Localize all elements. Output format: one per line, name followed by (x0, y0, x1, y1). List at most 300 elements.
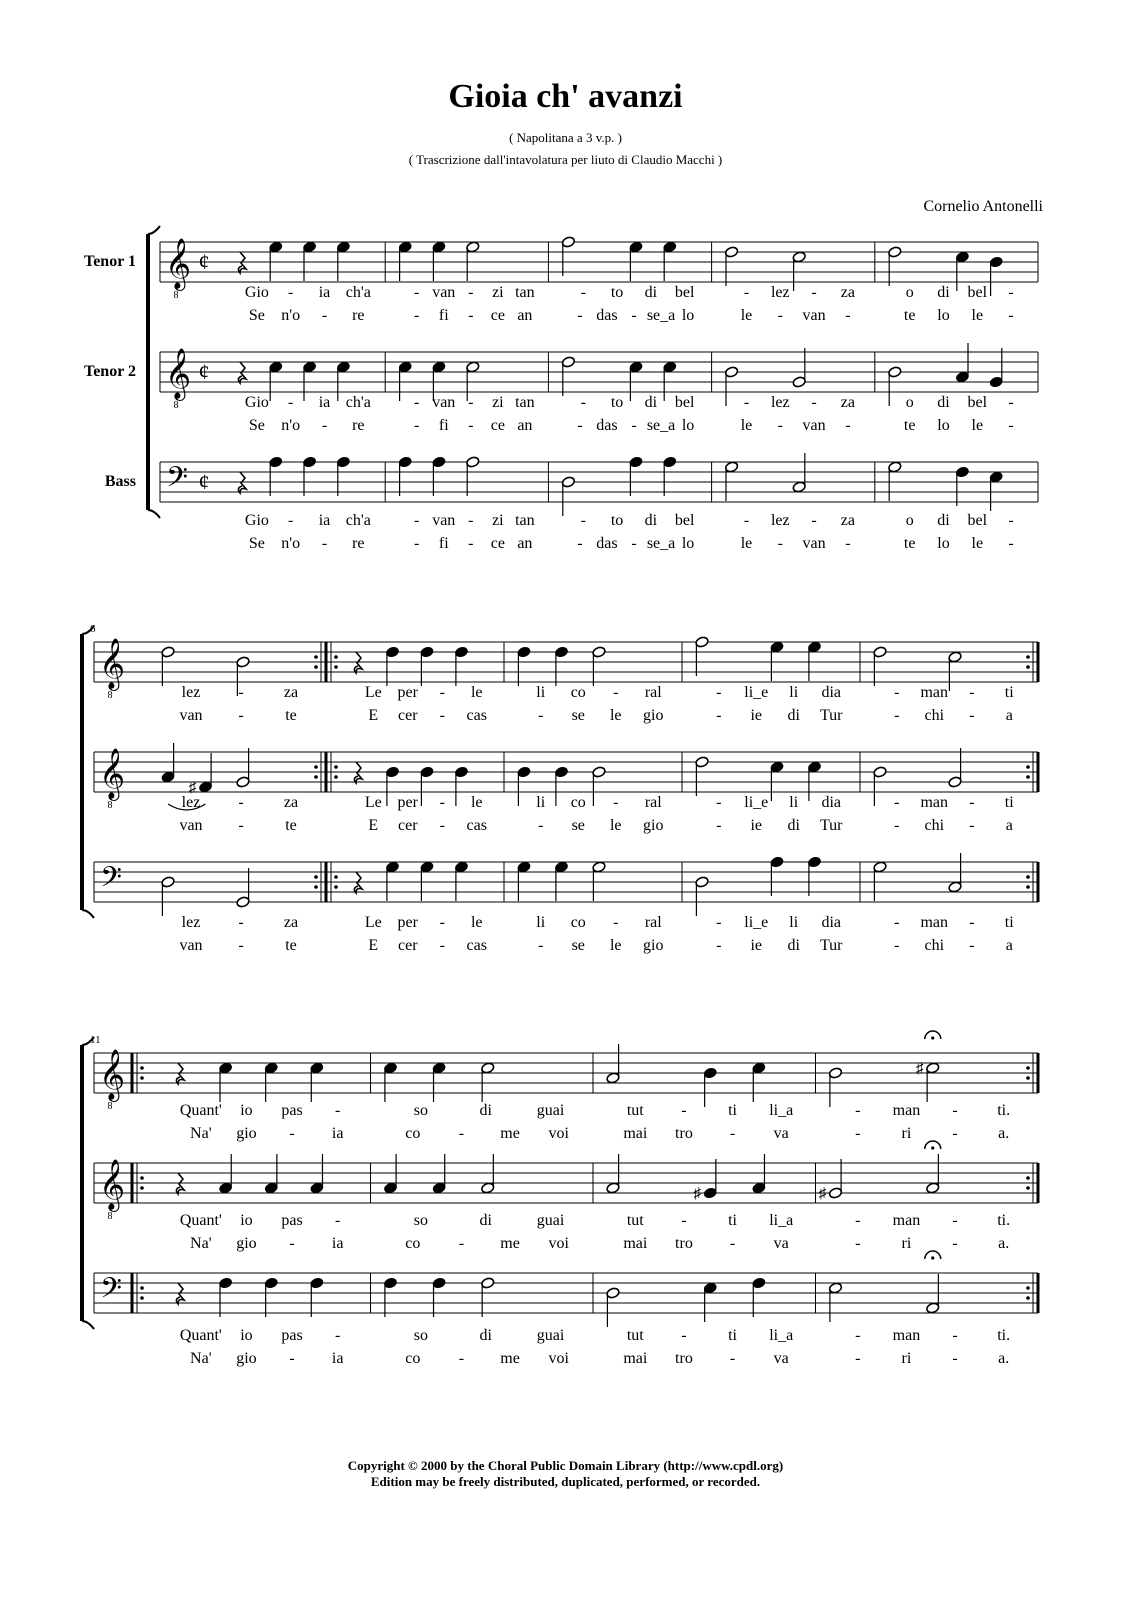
quarter-note-head (432, 1277, 446, 1289)
lyric-syllable: di (644, 394, 658, 411)
quarter-note-head (336, 241, 350, 253)
repeat-dot (1026, 775, 1030, 779)
lyric-syllable: Le (364, 794, 382, 811)
lyric-hyphen: - (613, 684, 619, 701)
quarter-note-head (336, 361, 350, 373)
lyric-syllable: me (500, 1235, 520, 1252)
lyric-syllable: le (971, 307, 984, 324)
quarter-note-head (398, 361, 412, 373)
lyric-syllable: za (283, 794, 299, 811)
quarter-note-head (385, 861, 399, 873)
lyric-syllable: ti (1004, 684, 1014, 701)
lyric-syllable: ia (331, 1350, 344, 1367)
lyric-syllable: dia (821, 914, 842, 931)
lyric-syllable: dia (821, 684, 842, 701)
lyric-syllable: o (905, 284, 914, 301)
lyric-syllable: lo (681, 417, 695, 434)
lyric-syllable: per (397, 684, 418, 701)
lyric-hyphen: - (894, 794, 900, 811)
lyric-syllable: Gio (244, 512, 269, 529)
repeat-dot (1026, 1186, 1030, 1190)
lyric-hyphen: - (681, 1327, 687, 1344)
quarter-note-head (269, 241, 283, 253)
lyric-hyphen: - (414, 535, 420, 552)
lyric-syllable: guai (536, 1212, 565, 1229)
lyric-syllable: va (773, 1235, 789, 1252)
lyric-hyphen: - (631, 417, 637, 434)
lyric-syllable: pas (281, 1327, 303, 1344)
half-note-head (873, 766, 887, 778)
lyric-hyphen: - (811, 284, 817, 301)
lyric-syllable: zi (492, 284, 504, 301)
part-name-tenor1: Tenor 1 (83, 253, 136, 270)
repeat-dot (314, 885, 318, 889)
lyric-syllable: bel (967, 512, 988, 529)
lyric-syllable: io (240, 1102, 253, 1119)
lyric-syllable: mai (623, 1350, 648, 1367)
quarter-note-head (398, 241, 412, 253)
quarter-note-head (383, 1277, 397, 1289)
octave-marker: 8 (107, 1101, 113, 1112)
sharp-icon: ♯ (818, 1186, 827, 1202)
sharp-icon: ♯ (188, 780, 197, 796)
lyric-hyphen: - (716, 817, 722, 834)
lyric-hyphen: - (439, 707, 445, 724)
lyric-syllable: za (840, 394, 856, 411)
quarter-note-head (629, 361, 643, 373)
quarter-note-head (432, 241, 446, 253)
repeat-dot (334, 655, 338, 659)
lyric-syllable: Gio (244, 284, 269, 301)
lyric-hyphen: - (439, 794, 445, 811)
lyric-hyphen: - (288, 284, 294, 301)
lyric-syllable: co (405, 1350, 421, 1367)
lyric-syllable: voi (548, 1125, 569, 1142)
lyric-syllable: io (240, 1327, 253, 1344)
quarter-note-head (629, 456, 643, 468)
lyric-syllable: se (571, 817, 585, 834)
lyric-syllable: Quant' (179, 1102, 222, 1119)
lyric-hyphen: - (894, 914, 900, 931)
lyric-syllable: das (596, 307, 618, 324)
lyric-syllable: di (937, 284, 950, 301)
lyric-hyphen: - (716, 707, 722, 724)
lyric-syllable: man (892, 1327, 921, 1344)
lyric-hyphen: - (458, 1125, 465, 1142)
treble-clef-icon: 𝄞 (98, 749, 126, 798)
lyric-hyphen: - (811, 394, 817, 411)
lyric-syllable: chi (924, 937, 945, 954)
lyric-hyphen: - (952, 1212, 958, 1229)
lyric-syllable: so (413, 1102, 429, 1119)
quarter-note-head (663, 361, 677, 373)
repeat-dot (1026, 1076, 1030, 1080)
quarter-note-head (989, 256, 1003, 268)
quarter-note-head (454, 861, 468, 873)
lyric-syllable: bel (674, 284, 695, 301)
lyric-syllable: van (179, 707, 203, 724)
lyric-syllable: ch'a (345, 394, 371, 411)
half-note-head (873, 861, 887, 873)
lyric-syllable: ce (490, 417, 505, 434)
lyric-syllable: o (905, 394, 914, 411)
lyric-hyphen: - (468, 284, 474, 301)
half-note-head (792, 251, 806, 263)
staff-tenor2 (94, 1163, 1038, 1203)
quarter-note-head (703, 1187, 717, 1199)
lyric-syllable: ie (750, 937, 763, 954)
lyric-syllable: fi (438, 307, 449, 324)
subtitle-transcription: ( Trascrizione dall'intavolatura per liuto di Claudio Macchi ) (408, 152, 723, 167)
half-note-head (926, 1302, 940, 1314)
lyric-syllable: fi (438, 417, 449, 434)
lyric-hyphen: - (538, 707, 544, 724)
quarter-note-head (663, 456, 677, 468)
lyric-syllable: das (596, 535, 618, 552)
lyric-syllable: man (920, 914, 949, 931)
lyric-syllable: li (789, 684, 799, 701)
lyric-syllable: li_e (744, 794, 769, 811)
lyric-hyphen: - (969, 914, 975, 931)
quarter-note-head (807, 641, 821, 653)
lyric-hyphen: - (894, 684, 900, 701)
lyric-syllable: per (397, 914, 418, 931)
lyric-syllable: re (352, 535, 365, 552)
lyric-syllable: li (536, 914, 546, 931)
quarter-note-head (807, 856, 821, 868)
half-note-head (466, 241, 480, 253)
lyric-hyphen: - (1008, 284, 1014, 301)
system-1 (148, 226, 1038, 518)
quarter-note-head (398, 456, 412, 468)
lyric-syllable: lez (770, 512, 790, 529)
half-note-head (888, 366, 902, 378)
repeat-dot (334, 665, 338, 669)
lyric-syllable: li (536, 684, 546, 701)
lyric-syllable: tan (515, 394, 535, 411)
lyric-syllable: van (802, 307, 826, 324)
lyric-syllable: lo (937, 307, 950, 324)
half-note-head (561, 476, 575, 488)
lyric-hyphen: - (969, 817, 975, 834)
lyric-syllable: ia (318, 394, 331, 411)
half-note-head (592, 766, 606, 778)
lyric-syllable: li_a (769, 1212, 794, 1229)
half-note-head (873, 646, 887, 658)
lyric-syllable: di (479, 1212, 492, 1229)
lyric-syllable: za (840, 512, 856, 529)
half-note-head (606, 1182, 620, 1194)
repeat-dot (1026, 765, 1030, 769)
lyric-syllable: Se (248, 307, 265, 324)
lyric-hyphen: - (580, 512, 586, 529)
quarter-note-head (554, 646, 568, 658)
quarter-note-head (770, 761, 784, 773)
cut-time-signature: ¢ (198, 249, 210, 274)
octave-marker: 8 (107, 800, 113, 811)
quarter-note-head (703, 1067, 717, 1079)
lyric-syllable: Na' (190, 1235, 212, 1252)
quarter-note-head (432, 1062, 446, 1074)
lyric-hyphen: - (439, 914, 445, 931)
quarter-note-head (703, 1282, 717, 1294)
system-2 (82, 626, 1038, 918)
bracket-top-hook (148, 226, 160, 234)
quarter-note-head (629, 241, 643, 253)
lyric-syllable: di (787, 817, 800, 834)
lyric-hyphen: - (468, 417, 474, 434)
distribution-line: Edition may be freely distributed, duplicated, performed, or recorded. (370, 1474, 761, 1489)
lyric-hyphen: - (335, 1212, 341, 1229)
repeat-dot (1026, 1066, 1030, 1070)
lyric-syllable: co (570, 684, 586, 701)
quarter-note-head (770, 641, 784, 653)
lyric-syllable: man (920, 684, 949, 701)
lyric-syllable: van (432, 284, 456, 301)
lyric-syllable: gio (643, 817, 664, 834)
lyric-syllable: co (405, 1235, 421, 1252)
lyric-hyphen: - (288, 394, 294, 411)
lyric-syllable: Tur (819, 707, 843, 724)
lyric-hyphen: - (1008, 535, 1014, 552)
lyric-syllable: a. (998, 1235, 1010, 1252)
system-3 (82, 1031, 1038, 1329)
fermata-dot (931, 1256, 934, 1259)
quarter-note-head (807, 761, 821, 773)
repeat-dot (1026, 1176, 1030, 1180)
half-note-head (724, 366, 738, 378)
half-note-head (481, 1062, 495, 1074)
lyric-syllable: lez (770, 284, 790, 301)
lyric-syllable: di (644, 284, 658, 301)
quarter-note-head (310, 1277, 324, 1289)
lyric-syllable: le (470, 914, 483, 931)
lyric-hyphen: - (855, 1102, 861, 1119)
lyric-hyphen: - (238, 937, 244, 954)
lyric-syllable: pas (281, 1102, 303, 1119)
lyric-syllable: le (740, 307, 753, 324)
lyric-hyphen: - (238, 707, 244, 724)
quarter-note-head (752, 1062, 766, 1074)
quarter-note-head (517, 646, 531, 658)
half-note-head (926, 1062, 940, 1074)
lyric-syllable: ia (318, 512, 331, 529)
treble-clef-icon: 𝄞 (164, 349, 192, 398)
lyric-hyphen: - (855, 1327, 861, 1344)
lyric-syllable: ti. (997, 1327, 1011, 1344)
lyric-syllable: se_a (646, 535, 676, 552)
lyric-syllable: te (903, 535, 916, 552)
measure-number: 6 (90, 623, 96, 635)
lyric-syllable: ce (490, 307, 505, 324)
quarter-note-head (383, 1062, 397, 1074)
lyric-syllable: di (937, 394, 950, 411)
lyric-hyphen: - (952, 1102, 958, 1119)
lyric-syllable: re (352, 307, 365, 324)
cut-time-signature: ¢ (198, 469, 210, 494)
treble-clef-icon: 𝄞 (98, 1160, 126, 1209)
lyric-hyphen: - (716, 914, 722, 931)
lyric-hyphen: - (681, 1102, 687, 1119)
lyric-syllable: Gio (244, 394, 269, 411)
lyric-syllable: ce (490, 535, 505, 552)
lyric-hyphen: - (894, 817, 900, 834)
part-name-tenor2: Tenor 2 (83, 363, 136, 380)
lyric-syllable: li (789, 914, 799, 931)
treble-clef-icon: 𝄞 (164, 239, 192, 288)
lyric-hyphen: - (288, 512, 294, 529)
lyric-hyphen: - (716, 684, 722, 701)
cut-time-signature: ¢ (198, 359, 210, 384)
lyric-syllable: per (397, 794, 418, 811)
repeat-dot (314, 655, 318, 659)
lyric-hyphen: - (952, 1125, 958, 1142)
lyric-syllable: van (179, 817, 203, 834)
page-title: Gioia ch' avanzi (448, 78, 683, 115)
staff-tenor2 (160, 352, 1038, 392)
repeat-dot (314, 665, 318, 669)
quarter-note-head (385, 646, 399, 658)
lyric-syllable: lez (181, 684, 201, 701)
lyric-syllable: ral (644, 684, 662, 701)
half-note-head (828, 1187, 842, 1199)
lyric-syllable: das (596, 417, 618, 434)
lyric-syllable: di (479, 1327, 492, 1344)
lyric-hyphen: - (577, 307, 583, 324)
repeat-dot (1026, 655, 1030, 659)
lyric-hyphen: - (577, 417, 583, 434)
measure-number: 11 (90, 1034, 101, 1046)
lyric-syllable: te (285, 817, 297, 834)
lyric-syllable: an (517, 535, 533, 552)
lyric-syllable: za (283, 914, 299, 931)
quarter-note-head (432, 361, 446, 373)
repeat-dot (334, 885, 338, 889)
lyric-hyphen: - (414, 512, 420, 529)
quarter-note-head (432, 456, 446, 468)
lyric-syllable: ti (1004, 914, 1014, 931)
lyric-syllable: di (479, 1102, 492, 1119)
lyric-syllable: ral (644, 914, 662, 931)
lyric-hyphen: - (321, 535, 328, 552)
lyric-syllable: cas (466, 937, 487, 954)
subtitle-napolitana: ( Napolitana a 3 v.p. ) (509, 130, 622, 145)
lyric-syllable: n'o (281, 535, 301, 552)
lyric-syllable: co (405, 1125, 421, 1142)
half-note-head (695, 756, 709, 768)
half-note-head (948, 881, 962, 893)
lyric-hyphen: - (952, 1327, 958, 1344)
lyric-syllable: man (892, 1212, 921, 1229)
lyric-syllable: ti (728, 1327, 738, 1344)
lyric-hyphen: - (439, 937, 445, 954)
lyric-hyphen: - (969, 937, 975, 954)
lyric-hyphen: - (631, 307, 637, 324)
bracket-bottom-hook (82, 910, 94, 918)
lyric-syllable: za (283, 684, 299, 701)
lyric-syllable: ri (901, 1125, 912, 1142)
quarter-note-head (420, 766, 434, 778)
lyric-hyphen: - (414, 417, 420, 434)
lyric-hyphen: - (811, 512, 817, 529)
half-note-head (592, 646, 606, 658)
half-note-head (948, 651, 962, 663)
lyric-syllable: di (644, 512, 658, 529)
lyric-syllable: a. (998, 1350, 1010, 1367)
lyric-syllable: le (971, 535, 984, 552)
lyric-syllable: gio (643, 937, 664, 954)
half-note-head (481, 1182, 495, 1194)
quarter-note-head (517, 861, 531, 873)
lyric-syllable: n'o (281, 417, 301, 434)
lyric-syllable: Na' (190, 1350, 212, 1367)
lyric-hyphen: - (468, 535, 474, 552)
lyric-hyphen: - (729, 1350, 736, 1367)
half-note-head (481, 1277, 495, 1289)
quarter-note-head (219, 1277, 233, 1289)
lyric-syllable: li (536, 794, 546, 811)
lyric-hyphen: - (845, 417, 851, 434)
lyric-hyphen: - (729, 1235, 736, 1252)
lyric-syllable: li (789, 794, 799, 811)
lyric-hyphen: - (777, 417, 783, 434)
bass-clef-icon: 𝄢 (166, 463, 188, 500)
repeat-dot (314, 875, 318, 879)
repeat-dot (140, 1076, 144, 1080)
lyric-syllable: lez (181, 914, 201, 931)
half-note-head (888, 461, 902, 473)
lyric-syllable: tro (675, 1125, 693, 1142)
half-note-head (606, 1072, 620, 1084)
lyric-hyphen: - (289, 1125, 295, 1142)
lyric-syllable: se (571, 707, 585, 724)
repeat-dot (334, 775, 338, 779)
lyric-hyphen: - (855, 1235, 861, 1252)
half-note-head (792, 376, 806, 388)
lyric-syllable: ti (728, 1212, 738, 1229)
lyric-syllable: le (609, 707, 622, 724)
lyric-syllable: va (773, 1350, 789, 1367)
repeat-dot (314, 775, 318, 779)
lyric-syllable: mai (623, 1125, 648, 1142)
lyric-syllable: ti (1004, 794, 1014, 811)
lyric-syllable: ie (750, 817, 763, 834)
lyric-hyphen: - (855, 1125, 861, 1142)
lyric-hyphen: - (1008, 307, 1014, 324)
lyric-hyphen: - (458, 1350, 465, 1367)
half-note-head (792, 481, 806, 493)
lyric-syllable: di (787, 707, 800, 724)
lyric-syllable: te (903, 307, 916, 324)
quarter-note-head (454, 766, 468, 778)
half-note-head (828, 1282, 842, 1294)
lyric-hyphen: - (238, 914, 244, 931)
lyric-hyphen: - (468, 307, 474, 324)
lyric-syllable: tut (626, 1327, 644, 1344)
composer-name: Cornelio Antonelli (923, 198, 1043, 215)
lyric-hyphen: - (335, 1102, 341, 1119)
lyric-hyphen: - (969, 707, 975, 724)
lyric-syllable: bel (967, 284, 988, 301)
lyric-syllable: fi (438, 535, 449, 552)
lyric-hyphen: - (538, 817, 544, 834)
lyric-syllable: le (470, 794, 483, 811)
lyric-syllable: ch'a (345, 512, 371, 529)
lyric-syllable: se_a (646, 417, 676, 434)
quarter-note-head (752, 1277, 766, 1289)
lyric-syllable: a (1005, 817, 1013, 834)
quarter-note-head (219, 1062, 233, 1074)
